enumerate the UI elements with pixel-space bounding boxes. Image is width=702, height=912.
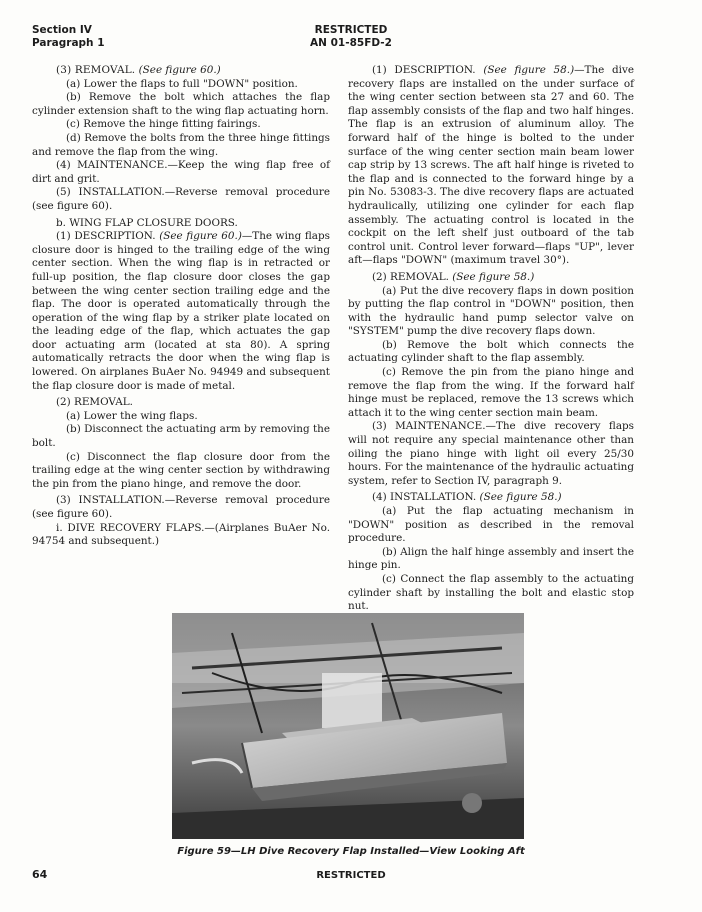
removal-step-b: (b) Remove the bolt which attaches the flap cylinder extension shaft to the wing flap actuating horn.: [32, 91, 330, 117]
left-column: [32, 64, 330, 549]
closure-removal-c: (c) Disconnect the flap closure door from the trailing edge at the wing center section by withdrawing the pin from the piano hinge, and remove the door.: [32, 450, 330, 490]
closure-removal-heading: (2) REMOVAL.: [56, 396, 133, 409]
dive-removal-b: (b) Remove the bolt which connects the actuating cylinder shaft to the flap assembly.: [348, 338, 634, 365]
right-column: [348, 64, 634, 614]
page-number: 64: [32, 868, 48, 881]
closure-doors-heading: b. WING FLAP CLOSURE DOORS.: [56, 216, 238, 229]
maintenance-para: (4) MAINTENANCE.—Keep the wing flap free of dirt and grit.: [32, 159, 330, 185]
removal-step-c: (c) Remove the hinge fitting fairings.: [66, 118, 261, 131]
removal-step-d: (d) Remove the bolts from the three hinge fittings and remove the flap from the wing.: [32, 131, 330, 158]
dive-install-b: (b) Align the half hinge assembly and insert the hinge pin.: [348, 545, 634, 572]
closure-installation: (3) INSTALLATION.—Reverse removal procedure (see figure 60).: [32, 494, 330, 520]
dive-install-a: (a) Put the flap actuating mechanism in "DOWN" position as described in the removal procedure.: [348, 505, 634, 545]
doc-number: AN 01-85FD-2: [310, 37, 392, 49]
dive-description: (1) DESCRIPTION. (See figure 58.)—The dive recovery flaps are installed on the under surface of the wing center section between sta 27 and 60. The flap assembly consists of the flap and two half hinges. The flap is an extrusion of aluminum alloy. The forward half of the hinge is bolted to the under surface of the wing center section main beam lower cap strip by 13 screws. The aft half hinge is riveted to the flap and is connected to the forward hinge by a pin No. 53083-3. The dive recovery flaps are actuated hydraulically, utilizing one cylinder for each flap assembly. The actuating control is located in the cockpit on the left shelf just outboard of the tab control unit. Control lever forward—flaps "UP", lever aft—flaps "DOWN" (maximum travel 30°).: [348, 64, 634, 267]
figure-caption: Figure 59—LH Dive Recovery Flap Installed—View Looking Aft: [177, 846, 525, 857]
photo-illustration: [172, 613, 524, 839]
header-classification: RESTRICTED: [314, 24, 388, 36]
page-header: [0, 24, 702, 50]
section-label: Section IV: [32, 24, 92, 36]
removal-step-a: (a) Lower the flaps to full "DOWN" position.: [66, 77, 298, 90]
dive-flap-photo: [172, 613, 524, 839]
closure-description: (1) DESCRIPTION. (See figure 60.)—The wing flaps closure door is hinged to the trailing edge of the wing center section. When the wing flap is in retracted or full-up position, the flap closure door closes the gap between the wing center section trailing edge and the flap. The door is operated automatically through the operation of the wing flap by a striker plate located on the leading edge of the flap, which actuates the gap door actuating arm (located at sta 80). A spring automatically retracts the door when the wing flap is lowered. On airplanes BuAer No. 94949 and subsequent the flap closure door is made of metal.: [32, 230, 330, 392]
dive-maintenance: (3) MAINTENANCE.—The dive recovery flaps will not require any special maintenance other than oiling the piano hinge with light oil every 25/30 hours. For the maintenance of the hydraulic actuating system, refer to Section IV, paragraph 9.: [348, 420, 634, 487]
closure-removal-a: (a) Lower the wing flaps.: [66, 409, 198, 422]
installation-para: (5) INSTALLATION.—Reverse removal procedure (see figure 60).: [32, 186, 330, 212]
dive-removal-a: (a) Put the dive recovery flaps in down position by putting the flap control in "DOWN" position, then with the hydraulic hand pump selector valve on "SYSTEM" pump the dive recovery flaps down.: [348, 284, 634, 338]
dive-removal-heading: (2) REMOVAL. (See figure 58.): [372, 270, 535, 283]
dive-install-c: (c) Connect the flap assembly to the actuating cylinder shaft by installing the bolt and elastic stop nut.: [348, 572, 634, 613]
removal-heading: (3) REMOVAL. (See figure 60.): [56, 64, 221, 76]
closure-removal-b: (b) Disconnect the actuating arm by removing the bolt.: [32, 423, 330, 450]
dive-removal-c: (c) Remove the pin from the piano hinge and remove the flap from the wing. If the forward half hinge must be replaced, remove the 13 screws which attach it to the wing center section main beam.: [348, 366, 634, 419]
footer-classification: RESTRICTED: [316, 870, 386, 881]
dive-flaps-heading: i. DIVE RECOVERY FLAPS.—(Airplanes BuAer No. 94754 and subsequent.): [32, 521, 330, 548]
paragraph-label: Paragraph 1: [32, 37, 105, 49]
dive-installation-heading: (4) INSTALLATION. (See figure 58.): [372, 491, 562, 504]
